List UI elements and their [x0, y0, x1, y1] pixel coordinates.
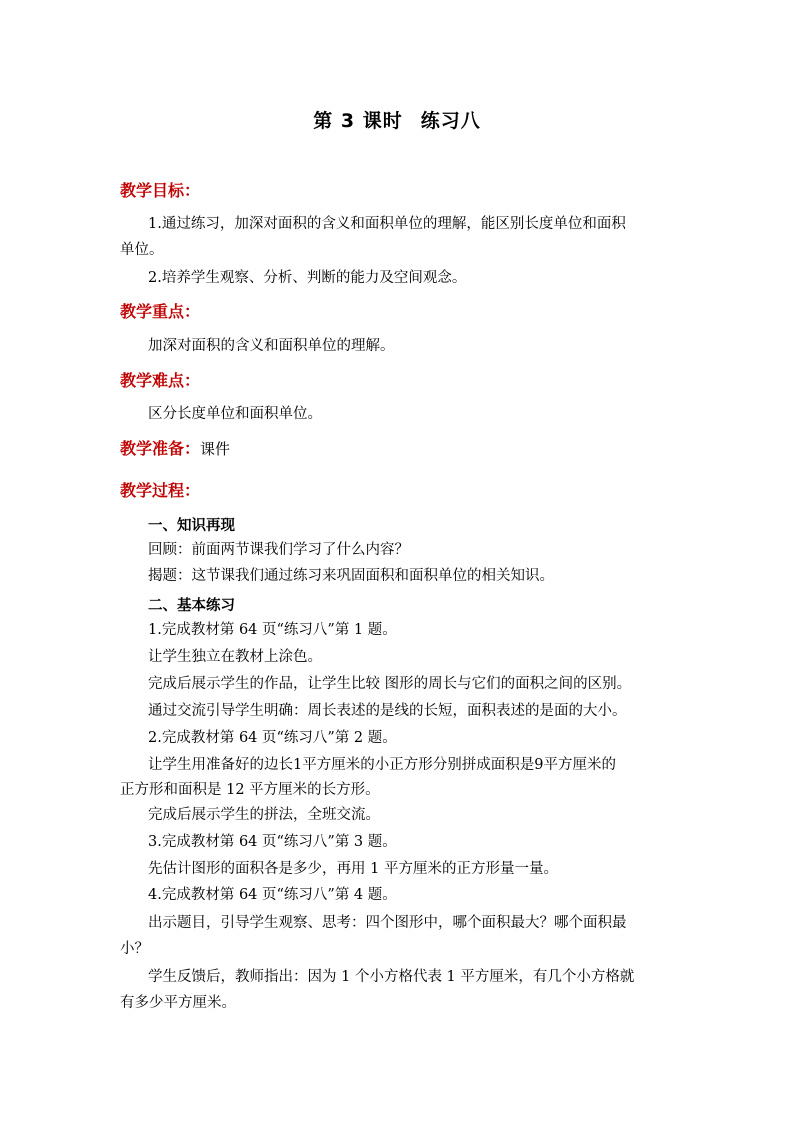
exercise-4-step-a-line-1: 出示题目，引导学生观察、思考：四个图形中，哪个面积最大？哪个面积最 [148, 915, 627, 931]
key-points-heading: 教学重点： [120, 302, 201, 321]
preparation-heading [120, 436, 230, 459]
exercise-2-step-a-line-2: 正方形和面积是 12 平方厘米的长方形。 [120, 782, 380, 798]
exercise-2-step-a-line-1: 让学生用准备好的边长1平方厘米的小正方形分别拼成面积是9平方厘米的 [148, 757, 616, 773]
title-lesson-name: 练习八 [420, 110, 481, 132]
exercise-4-step-a-line-2: 小？ [120, 941, 149, 957]
difficulties-text: 区分长度单位和面积单位。 [148, 406, 322, 422]
key-points-text: 加深对面积的含义和面积单位的理解。 [148, 338, 395, 354]
page-title [0, 106, 794, 133]
difficulties-heading: 教学难点： [120, 371, 201, 390]
goal-item-1-line-1: 1.通过练习，加深对面积的含义和面积单位的理解，能区别长度单位和面积 [148, 216, 626, 232]
process-heading: 教学过程： [120, 481, 201, 500]
exercise-1-step-a: 让学生独立在教材上涂色。 [148, 649, 322, 665]
exercise-3-step-a: 先估计图形的面积各是多少，再用 1 平方厘米的正方形量一量。 [148, 861, 558, 877]
section-1-title: 一、知识再现 [148, 518, 235, 534]
exercise-4: 4.完成教材第 64 页“练习八”第 4 题。 [148, 887, 397, 903]
title-lesson-number: 第 3 课时 [313, 110, 403, 132]
preparation-text: 课件 [200, 440, 231, 458]
section-2-title: 二、基本练习 [148, 598, 235, 614]
exercise-4-step-b-line-1: 学生反馈后，教师指出：因为 1 个小方格代表 1 平方厘米，有几个小方格就 [148, 969, 635, 985]
exercise-1-step-c: 通过交流引导学生明确：周长表述的是线的长短，面积表述的是面的大小。 [148, 703, 627, 719]
exercise-1: 1.完成教材第 64 页“练习八”第 1 题。 [148, 622, 397, 638]
exercise-3: 3.完成教材第 64 页“练习八”第 3 题。 [148, 834, 397, 850]
preparation-heading-label: 教学准备： [120, 439, 201, 458]
section-1-topic: 揭题：这节课我们通过练习来巩固面积和面积单位的相关知识。 [148, 568, 554, 584]
exercise-2-step-b: 完成后展示学生的拼法，全班交流。 [148, 807, 380, 823]
goal-item-2: 2.培养学生观察、分析、判断的能力及空间观念。 [148, 270, 467, 286]
goal-item-1-line-2: 单位。 [120, 242, 164, 258]
section-1-review: 回顾：前面两节课我们学习了什么内容？ [148, 542, 409, 558]
exercise-2: 2.完成教材第 64 页“练习八”第 2 题。 [148, 730, 397, 746]
exercise-4-step-b-line-2: 有多少平方厘米。 [120, 995, 236, 1011]
exercise-1-step-b: 完成后展示学生的作品，让学生比较 图形的周长与它们的面积之间的区别。 [148, 676, 632, 692]
goals-heading: 教学目标： [120, 181, 201, 200]
